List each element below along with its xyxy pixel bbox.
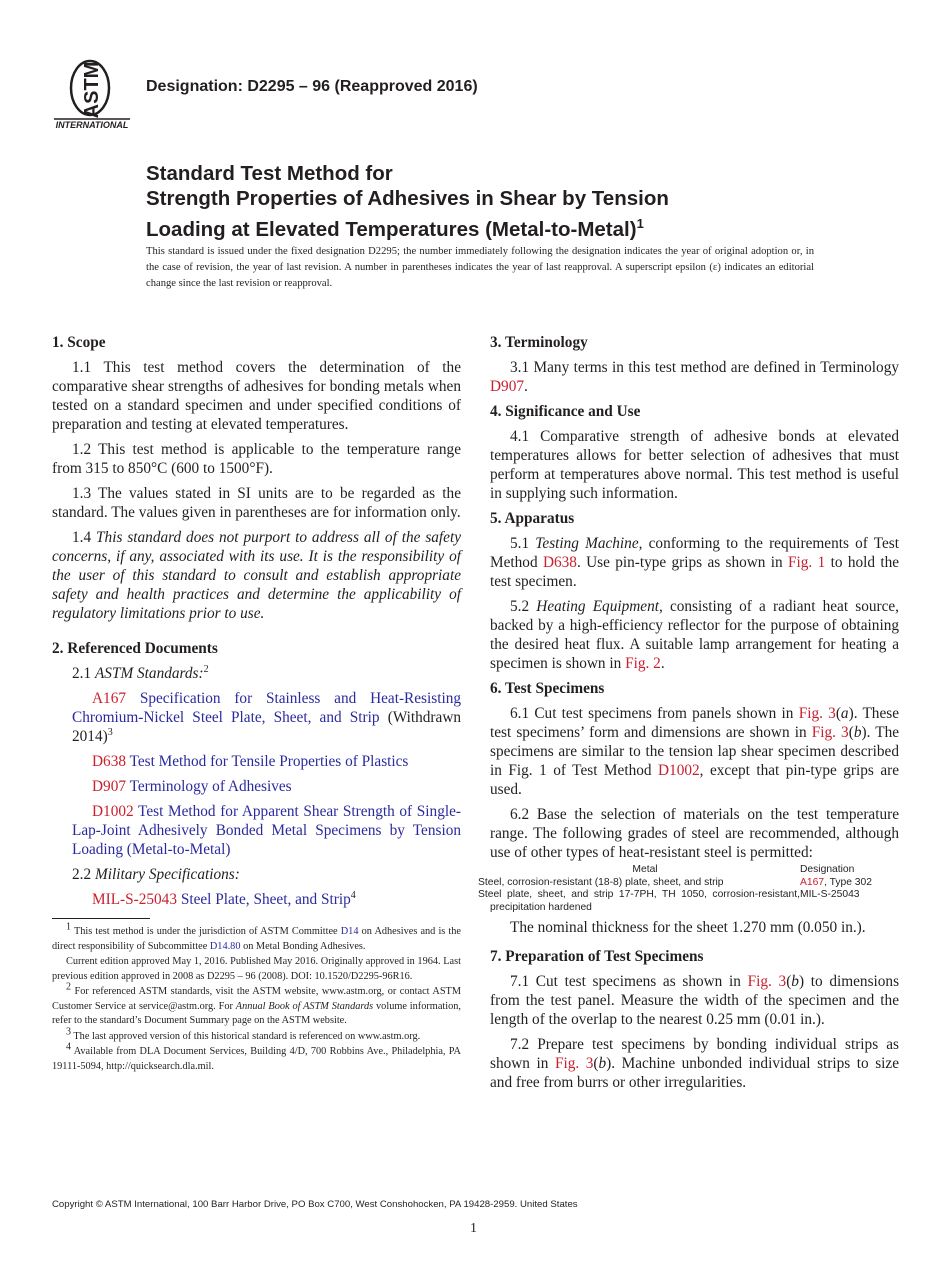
table-row <box>490 877 899 890</box>
title-footnote-ref[interactable]: 1 <box>636 216 644 231</box>
para-7-1: 7.1 Cut test specimens as shown in Fig. 3(b) to dimensions from the test panel. Measure the width of the specimen and the length of the overlap to the nearest 0.25 mm (0.01 in.). <box>490 973 900 1028</box>
subcommittee-link[interactable]: D14.80 <box>209 940 241 952</box>
ref-title-link[interactable]: Specification for Stainless and Heat-Resisting Chromium-Nickel Steel Plate, Sheet, and Strip <box>72 690 461 726</box>
astm-logo-icon <box>52 58 134 134</box>
section-heading-preparation: 7. Preparation of Test Specimens <box>490 948 704 965</box>
table-row <box>490 889 899 914</box>
ref-title-link[interactable]: Test Method for Tensile Properties of Plastics <box>129 753 409 770</box>
steel-grades-table <box>478 864 899 914</box>
issuance-note: This standard is issued under the fixed designation D2295; the number immediately following the designation indicates the year of original adoption or, in the case of revision, the year of last revision. A number in parentheses indicates the year of last reapproval. A superscript epsilon (ε) indicates an editorial change since the last revision or reapproval. <box>146 246 814 289</box>
table-cell: Steel plate, sheet, and strip 17-7PH, TH 1050, corrosion-resistant, precipitation hardened <box>478 889 800 913</box>
page-number: 1 <box>470 1221 477 1236</box>
section-heading-test-specimens: 6. Test Specimens <box>490 680 605 697</box>
ref-a167: A167 Specification for Stainless and Heat-Resisting Chromium-Nickel Steel Plate, Sheet, and Strip (Withdrawn 2014)$^3$ <box>72 690 462 745</box>
para-1-4: 1.4 This standard does not purport to address all of the safety concerns, if any, associated with its use. It is the responsibility of the user of this standard to consult and establish appropriate safety and health practices and determine the applicability of regulatory limitations prior to use. <box>52 529 462 622</box>
column-header: Metal <box>632 864 658 875</box>
section-heading-referenced-documents: 2. Referenced Documents <box>52 640 218 657</box>
table-cell: A167, Type 302 <box>800 876 872 888</box>
footnote-divider <box>52 918 150 919</box>
table-cell: MIL-S-25043 <box>800 889 860 900</box>
ref-code-link[interactable]: D1002 <box>92 803 134 820</box>
ref-d907 <box>52 777 461 796</box>
d1002-link[interactable]: D1002 <box>658 762 700 779</box>
logo-subtext: INTERNATIONAL <box>55 120 129 130</box>
copyright-notice: Copyright © ASTM International, 100 Barr Harbor Drive, PO Box C700, West Conshohocken, PA 19428-2959. United States <box>52 1199 578 1210</box>
para-1-2: 1.2 This test method is applicable to the temperature range from 315 to 850°C (600 to 1500°F). <box>52 441 461 477</box>
footnote-3: 3 The last approved version of this historical standard is referenced on www.astm.org. <box>66 1026 421 1042</box>
fig-3-link[interactable]: Fig. 3 <box>747 973 787 990</box>
astm-logo <box>52 58 134 134</box>
designation: Designation: D2295 – 96 (Reapproved 2016) <box>146 78 478 95</box>
fig-3-link[interactable]: Fig. 3 <box>798 705 836 722</box>
document-title <box>146 161 886 242</box>
para-5-2: 5.2 Heating Equipment, consisting of a radiant heat source, backed by a high-efficiency reflector for the purpose of obtaining the desired heat flux. A suitable lamp arrangement for heating a specimen is shown in Fig. 2. <box>490 598 899 672</box>
ref-code-link[interactable]: D907 <box>92 778 126 795</box>
para-7-2: 7.2 Prepare test specimens by bonding individual strips as shown in Fig. 3(b). Machine unbonded individual strips to size and free from burrs or other irregularities. <box>490 1036 900 1091</box>
table-header-row <box>490 864 899 877</box>
section-heading-apparatus: 5. Apparatus <box>490 510 575 527</box>
table-cell: Steel, corrosion-resistant (18-8) plate, sheet, and strip <box>478 876 724 888</box>
ref-title-link[interactable]: Terminology of Adhesives <box>129 778 292 795</box>
title-line-1: Standard Test Method for <box>146 162 393 185</box>
para-1-3: 1.3 The values stated in SI units are to be regarded as the standard. The values given in parentheses are for information only. <box>52 485 461 521</box>
section-heading-significance: 4. Significance and Use <box>490 403 641 420</box>
left-column <box>52 333 461 915</box>
ref-d1002 <box>52 802 461 859</box>
column-header: Designation <box>800 864 855 875</box>
ref-d638 <box>52 752 461 771</box>
para-2-1: 2.1 ASTM Standards:$^2$ <box>72 663 209 682</box>
footnotes <box>52 921 462 1075</box>
fig-3-link[interactable]: Fig. 3 <box>811 724 849 741</box>
para-3-1: 3.1 Many terms in this test method are defined in Terminology D907. <box>490 359 899 395</box>
para-2-2: 2.2 Military Specifications: <box>72 866 240 883</box>
para-4-1: 4.1 Comparative strength of adhesive bonds at elevated temperatures allows for better selection of adhesives that must perform at temperatures above normal. This test method is useful in supplying such information. <box>490 428 899 502</box>
d907-link[interactable]: D907 <box>490 378 524 395</box>
footnote-edition: Current edition approved May 1, 2016. Published May 2016. Originally approved in 1964. Last previous edition approved in 2008 as D2295 – 96 (2008). DOI: 10.1520/D2295-96R16. <box>52 956 461 982</box>
para-5-1: 5.1 Testing Machine, conforming to the requirements of Test Method D638. Use pin-type grips as shown in Fig. 1 to hold the test specimen. <box>490 535 900 590</box>
ref-code-link[interactable]: A167 <box>92 690 126 707</box>
section-heading-terminology: 3. Terminology <box>490 334 588 351</box>
para-nominal-thickness: The nominal thickness for the sheet 1.270 mm (0.050 in.). <box>510 919 866 936</box>
para-6-1: 6.1 Cut test specimens from panels shown in Fig. 3(a). These test specimens’ form and dimensions are shown in Fig. 3(b). The specimens are similar to the tension lap shear specimen described in Fig. 1 of Test Method D1002, except that pin-type grips are used. <box>490 705 900 798</box>
fig-1-link[interactable]: Fig. 1 <box>788 554 826 571</box>
d638-link[interactable]: D638 <box>542 554 577 571</box>
logo-text: ASTM <box>81 61 103 119</box>
right-column <box>478 333 900 1098</box>
ref-code-link[interactable]: MIL-S-25043 <box>92 891 177 908</box>
a167-link[interactable]: A167 <box>800 876 825 888</box>
fig-2-link[interactable]: Fig. 2 <box>625 655 661 672</box>
para-1-1: 1.1 This test method covers the determination of the comparative shear strengths of adhesives for bonding metals when tested on a standard specimen and under specified conditions of preparation and testing at elevated temperatures. <box>52 359 461 433</box>
footnote-1: 1 This test method is under the jurisdiction of ASTM Committee D14 on Adhesives and is the direct responsibility of Subcommittee D14.80 on Metal Bonding Adhesives. <box>52 921 462 952</box>
footnote-2: 2 For referenced ASTM standards, visit the ASTM website, www.astm.org, or contact ASTM Customer Service at service@astm.org. For Annual Book of ASTM Standards volume information, refer to the standard’s Document Summary page on the ASTM website. <box>52 981 462 1026</box>
title-line-2: Strength Properties of Adhesives in Shear by Tension <box>146 187 669 210</box>
ref-code-link[interactable]: D638 <box>92 753 126 770</box>
ref-title-link[interactable]: Test Method for Apparent Shear Strength of Single-Lap-Joint Adhesively Bonded Metal Specimens by Tension Loading (Metal-to-Metal) <box>72 803 461 858</box>
footnote-4: 4 Available from DLA Document Services, Building 4/D, 700 Robbins Ave., Philadelphia, PA 19111-5094, http://quicksearch.dla.mil. <box>52 1041 461 1072</box>
section-heading-scope: 1. Scope <box>52 334 106 351</box>
ref-mil-s-25043: MIL-S-25043 Steel Plate, Sheet, and Strip$^4$ <box>92 889 356 908</box>
committee-link[interactable]: D14 <box>340 926 359 937</box>
para-6-2: 6.2 Base the selection of materials on the test temperature range. The following grades of steel are recommended, although use of other types of heat-resistant steel is permitted: <box>490 806 899 861</box>
fig-3-link[interactable]: Fig. 3 <box>554 1055 594 1072</box>
ref-title-link[interactable]: Steel Plate, Sheet, and Strip <box>180 891 351 908</box>
title-line-3: Loading at Elevated Temperatures (Metal-to-Metal)$^1$ <box>146 216 644 241</box>
